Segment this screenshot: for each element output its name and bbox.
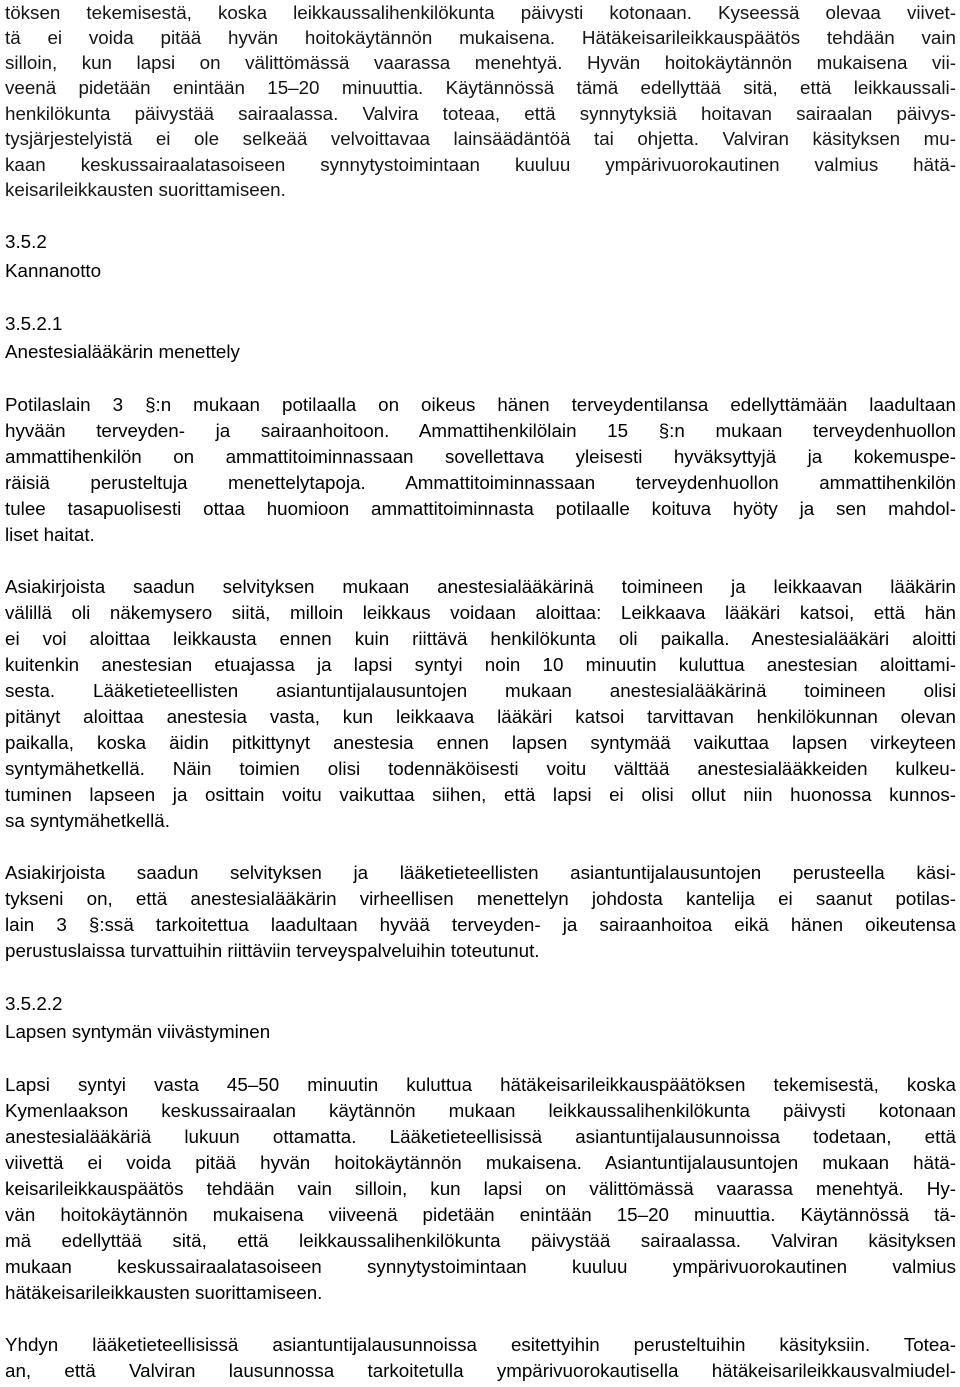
text-line: ei voi aloittaa leikkausta ennen kuin riittävä henkilökunta oli paikalla. Anestesialääkäri aloitti — [5, 628, 956, 649]
text-line: veenä pidetään enintään 15–20 minuuttia. Käytännössä tämä edellyttää sitä, että leikkaussali- — [5, 77, 956, 98]
section-number: 3.5.2 — [5, 231, 47, 252]
text-line: kaan keskussairaalatasoiseen synnytystoimintaan kuuluu ympärivuorokautinen valmius hätä- — [5, 154, 956, 175]
text-line: tykseni on, että anestesialääkärin virheellisen menettelyn johdosta kantelija ei saanut potilas- — [5, 888, 956, 909]
text-line: Asiakirjoista saadun selvityksen ja lääketieteellisten asiantuntijalausuntojen perusteella käsi- — [5, 862, 956, 883]
text-line: viivettä ei voida pitää hyvän hoitokäytännön mukaisena. Asiantuntijalausuntojen mukaan hätä- — [5, 1152, 956, 1173]
subsection-title: Lapsen syntymän viivästyminen — [5, 1021, 271, 1042]
text-line: tysjärjestelyistä ei ole selkeää velvoittavaa lainsäädäntöä tai ohjetta. Valviran käsityksen mu- — [5, 128, 956, 149]
text-line: tä ei voida pitää hyvän hoitokäytännön mukaisena. Hätäkeisarileikkauspäätös tehdään vain — [5, 27, 956, 48]
text-line: syntymähetkellä. Näin toimien olisi todennäköisesti voitu välttää anestesialääkkeiden kulkeu- — [5, 758, 956, 779]
subsection-number: 3.5.2.1 — [5, 313, 63, 334]
text-line: pitänyt aloittaa anestesia vasta, kun leikkaava lääkäri katsoi tarvittavan henkilökunnan olevan — [5, 706, 956, 727]
section-title: Kannanotto — [5, 260, 102, 281]
text-line: mä edellyttää sitä, että leikkaussalihenkilökunta päivystää sairaalassa. Valviran käsityksen — [5, 1230, 956, 1251]
text-line: tulee tasapuolisesti ottaa huomioon ammattitoiminnasta potilaalle koituva hyöty ja sen mahdol- — [5, 498, 956, 519]
text-line: lain 3 §:ssä tarkoitettua laadultaan hyvää terveyden- ja sairaanhoitoa eikä hänen oikeutensa — [5, 914, 956, 935]
text-line: ammattihenkilön on ammattitoiminnassaan sovellettava yleisesti hyväksyttyjä ja kokemuspe- — [5, 446, 956, 467]
text-line: Lapsi syntyi vasta 45–50 minuutin kuluttua hätäkeisarileikkauspäätöksen tekemisestä, koska — [5, 1074, 956, 1095]
text-line: paikalla, koska äidin pitkittynyt anestesia ennen lapsen syntymää vaikuttaa lapsen virkeyteen — [5, 732, 956, 753]
text-line: vän hoitokäytännön mukaisena viiveenä pidetään enintään 15–20 minuuttia. Käytännössä tä- — [5, 1204, 956, 1225]
text-line: anestesialääkäriä lukuun ottamatta. Lääketieteellisissä asiantuntijalausunnoissa todetaan, että — [5, 1126, 956, 1147]
text-line: Kymenlaakson keskussairaalan käytännön mukaan leikkaussalihenkilökunta päivysti kotonaan — [5, 1100, 956, 1121]
text-line: sesta. Lääketieteellisten asiantuntijalausuntojen mukaan anestesialääkärinä toimineen olisi — [5, 680, 956, 701]
text-line: Potilaslain 3 §:n mukaan potilaalla on oikeus hänen terveydentilansa edellyttämään laadultaan — [5, 394, 956, 415]
text-line: tuminen lapseen ja osittain voitu vaikuttaa siihen, että lapsi ei olisi ollut niin huonossa kunnos- — [5, 784, 956, 805]
text-line: sa syntymähetkellä. — [5, 810, 170, 831]
text-line: perustuslaissa turvattuihin riittäviin terveyspalveluihin toteutunut. — [5, 940, 540, 961]
text-line: keisarileikkausten suorittamiseen. — [5, 179, 286, 200]
text-line: hyvään terveyden- ja sairaanhoitoon. Ammattihenkilölain 15 §:n mukaan terveydenhuollon — [5, 420, 956, 441]
subsection-number: 3.5.2.2 — [5, 993, 63, 1014]
text-line: välillä oli näkemysero siitä, milloin leikkaus voidaan aloittaa: Leikkaava lääkäri katsoi, että hän — [5, 602, 956, 623]
text-line: töksen tekemisestä, koska leikkaussalihenkilökunta päivysti kotonaan. Kyseessä olevaa viivet- — [5, 2, 956, 23]
text-line: Yhdyn lääketieteellisissä asiantuntijalausunnoissa esitettyihin perusteltuihin käsityksiin. Totea- — [5, 1334, 956, 1355]
text-line: mukaan keskussairaalatasoiseen synnytystoimintaan kuuluu ympärivuorokautinen valmius — [5, 1256, 956, 1277]
text-line: henkilökunta päivystää sairaalassa. Valvira toteaa, että synnytyksiä hoitavan sairaalan päivys- — [5, 103, 956, 124]
text-line: räisiä perusteltuja menettelytapoja. Ammattitoiminnassaan terveydenhuollon ammattihenkilön — [5, 472, 956, 493]
text-line: kuitenkin anestesian etuajassa ja lapsi syntyi noin 10 minuutin kuluttua anestesian aloittami- — [5, 654, 956, 675]
text-line: hätäkeisarileikkausten suorittamiseen. — [5, 1282, 323, 1303]
text-line: keisarileikkauspäätös tehdään vain silloin, kun lapsi on välittömässä vaarassa menehtyä. Hy- — [5, 1178, 956, 1199]
subsection-title: Anestesialääkärin menettely — [5, 341, 240, 362]
text-line: an, että Valviran lausunnossa tarkoitetulla ympärivuorokautisella hätäkeisarileikkausvalmiudel- — [5, 1360, 956, 1381]
text-line: silloin, kun lapsi on välittömässä vaarassa menehtyä. Hyvän hoitokäytännön mukaisena vii- — [5, 52, 956, 73]
text-line: Asiakirjoista saadun selvityksen mukaan anestesialääkärinä toimineen ja leikkaavan lääkärin — [5, 576, 956, 597]
text-line: liset haitat. — [5, 524, 95, 545]
